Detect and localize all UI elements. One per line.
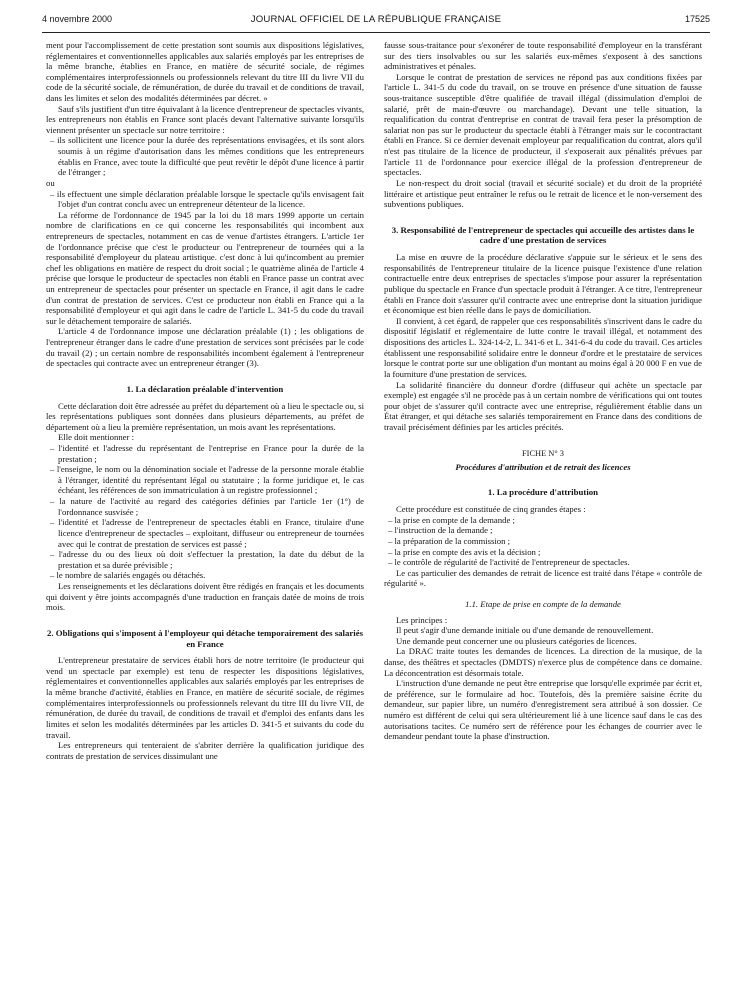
section-heading: 1. La procédure d'attribution xyxy=(487,487,599,498)
list-item: – le nombre de salariés engagés ou détachés. xyxy=(50,570,206,581)
list-item: – ils sollicitent une licence pour la durée des représentations envisagées, et ils sont alors soumis à un régime d'autorisation dans les mêmes conditions que les entrepreneurs établis en France, avec toute la difficulté que peut revêtir le dépôt d'une licence à partir de l'étranger ; xyxy=(50,135,364,178)
paragraph: Les principes : xyxy=(396,614,448,625)
paragraph: L'article 4 de l'ordonnance impose une déclaration préalable (1) ; les obligations de l'entrepreneur étranger dans le cadre d'une prestation de services sont précisées par le code du travail (2) ; un certain nombre de responsabilités incombent également à l'entrepreneur de spectacles qui contracte avec un entrepreneur étranger (3). xyxy=(46,326,364,369)
fiche-title: Procédures d'attribution et de retrait des licences xyxy=(455,461,631,472)
paragraph: L'instruction d'une demande ne peut être entreprise que lorsqu'elle exprimée par écrit et, de préférence, sur le formulaire ad hoc. Toutefois, dès la première saisine écrite du demandeur, sur papier libre, un numéro d'enregistrement sera attribué à son dossier. Ce numéro est différent de celui qui sera ultérieurement lié à une licence sauf dans le cas des autorisations tacites. Ce numéro sert de référence pour les échanges de courrier avec le demandeur pendant toute la phase d'instruction. xyxy=(384,678,702,742)
paragraph: ment pour l'accomplissement de cette prestation sont soumis aux dispositions législatives, réglementaires et conventionnelles applicables aux salariés employés par les entreprises de la même branche, établies en France, en matière de sécurité sociale, de régimes complémentaires interprofessionnels ou professionnels relevant du titre III du livre VII du code de la sécurité sociale, de rémunération, de durée du travail et de conditions de travail, dans les limites et selon des modalités déterminées par décret. » xyxy=(46,40,364,104)
paragraph: Sauf s'ils justifient d'un titre équivalant à la licence d'entrepreneur de spectacles vivants, les entrepreneurs non établis en France sont placés devant l'alternative suivante lorsqu'ils viennent présenter un spectacle sur notre territoire : xyxy=(46,103,364,135)
paragraph: La DRAC traite toutes les demandes de licences. La direction de la musique, de la danse, des théâtres et spectacles (DMDTS) n'exerce plus de compétence dans ce domaine. La déconcentration est désormais totale. xyxy=(384,646,702,678)
paragraph: La solidarité financière du donneur d'ordre (diffuseur qui achète un spectacle par exemple) est engagée s'il ne procède pas à un certain nombre de vérifications qui ont toutes pour objet de s'assurer qu'il contracte avec une entreprise, régulièrement établie dans un État étranger, et qui détache ses salariés temporairement en France dans des conditions de travail précisément définies par les articles précités. xyxy=(384,379,702,432)
list-item: – ils effectuent une simple déclaration préalable lorsque le spectacle qu'ils envisagent fait l'objet d'un contrat conclu avec un entrepreneur détenteur de la licence. xyxy=(50,188,364,210)
left-column xyxy=(46,40,364,975)
paragraph: Le non-respect du droit social (travail et sécurité sociale) et du droit de la propriété littéraire et artistique peut entraîner le refus ou le retrait de licence et le non-versement des subventions publiques. xyxy=(384,177,702,210)
section-heading: 2. Obligations qui s'imposent à l'employeur qui détache temporairement des salariés en France xyxy=(46,627,364,649)
paragraph: Cette déclaration doit être adressée au préfet du département où a lieu le spectacle ou, si les représentations publiques sont données dans plusieurs départements, au préfet de département où a lieu la première représentation, un mois avant les représentations. xyxy=(46,400,364,432)
list-item: – la prise en compte des avis et la décision ; xyxy=(388,546,541,557)
list-item: – l'adresse du ou des lieux où doit s'effectuer la prestation, la date du début de la prestation et sa durée prévisible ; xyxy=(50,549,364,570)
paragraph: La réforme de l'ordonnance de 1945 par la loi du 18 mars 1999 apporte un certain nombre de clarifications en ce qui concerne les responsabilités qui incombent aux entrepreneurs de spectacles, notamment en cas de venue d'artistes étrangers. L'article 1er de l'ordonnance précise que c'est le producteur ou l'entrepreneur de tournées qui a la responsabilité d'employeur du plateau artistique. c'est donc à lui qu'incombent au premier chef les obligations en matière de respect du droit social ; le quatrième alinéa de l'article 4 précise que lorsque le producteur de spectacles non établi en France passe un contrat avec un entrepreneur de spectacles pour présenter un spectacle en France, il agit dans le cadre d'un contrat de prestation de services. C'est ce producteur non établi en France qui a la responsabilité d'employeur et qui agit dans le cadre de l'article L. 341-5 du code du travail sur le détachement temporaire de salariés. xyxy=(46,209,364,326)
paragraph: Les renseignements et les déclarations doivent être rédigés en français et les documents qui doivent y être joints accompagnés d'une traduction en français datée de moins de trois mois. xyxy=(46,580,364,613)
header-page-number: 17525 xyxy=(684,14,710,24)
paragraph: Il peut s'agir d'une demande initiale ou d'une demande de renouvellement. xyxy=(396,625,654,636)
paragraph: Les entrepreneurs qui tenteraient de s'abriter derrière la qualification juridique des contrats de prestation de services dissimulant une xyxy=(46,740,364,761)
paragraph: Le cas particulier des demandes de retrait de licence est traité dans l'étape « contrôle de régularité ». xyxy=(384,567,702,589)
list-item: – l'identité et l'adresse du représentant de l'entreprise en France pour la durée de la prestation ; xyxy=(50,443,364,464)
section-heading: 3. Responsabilité de l'entrepreneur de spectacles qui accueille des artistes dans le cadre d'une prestation de services xyxy=(391,224,695,246)
list-item: – la nature de l'activité au regard des catégories définies par l'article 1er (1°) de l'ordonnance susvisée ; xyxy=(50,496,364,517)
paragraph: Cette procédure est constituée de cinq grandes étapes : xyxy=(396,504,586,515)
paragraph: ou xyxy=(46,177,55,188)
list-item: – le contrôle de régularité de l'activité de l'entrepreneur de spectacles. xyxy=(388,557,630,568)
paragraph: L'entrepreneur prestataire de services établi hors de notre territoire (le producteur qui vend un spectacle par exemple) est tenu de respecter les dispositions législatives, réglementaires et conventionnelles applicables aux salariés employés par les entreprises de la même branche d'activité, établies en France, en matière de sécurité sociale, de régimes complémentaires interprofessionnels ou professionnels relevant du titre III du livre VII, de rémunération, de durée du travail, de conditions de travail et d'emploi des enfants dans les limites et selon les modalités déterminées par les articles D. 341-5 et suivants du code du travail. xyxy=(46,655,364,740)
paragraph: Lorsque le contrat de prestation de services ne répond pas aux conditions fixées par l'article L. 341-5 du code du travail, on se trouve en présence d'une situation de fausse sous-traitance susceptible d'être qualifiée de travail illégal (dissimulation d'emploi de salarié, prêt de main-d'œuvre ou marchandage). Devant une telle situation, la requalification du contrat d'entreprise en contrat de travail fera peser la présomption de salariat non pas sur le producteur du spectacle établi à l'étranger mais sur le cocontractant établi en France. Si ce dernier devenait employeur par requalification du contrat, alors qu'il n'est pas titulaire de la licence de producteur, il s'exposerait aux pénalités prévues par l'article 11 de l'ordonnance pour exercice illégal de la profession d'entrepreneur de spectacles. xyxy=(384,71,702,178)
list-item: – l'instruction de la demande ; xyxy=(388,525,493,536)
list-item: – la prise en compte de la demande ; xyxy=(388,514,515,525)
paragraph: fausse sous-traitance pour s'exonérer de toute responsabilité d'employeur en la transférant sur des tiers insolvables ou sur les salariés eux-mêmes s'exposent à des sanctions administratives et pénales. xyxy=(384,40,702,72)
header-rule xyxy=(42,32,710,33)
list-item: – l'identité et l'adresse de l'entrepreneur de spectacles établi en France, titulaire d'une licence d'entrepreneur de spectacles – exploitant, diffuseur ou entrepreneur de tournées avec qui le contrat de prestation de services est passé ; xyxy=(50,517,364,549)
list-item: – la préparation de la commission ; xyxy=(388,535,511,546)
paragraph: Il convient, à cet égard, de rappeler que ces responsabilités s'inscrivent dans le cadre du dispositif législatif et réglementaire de lutte contre le travail illégal, et notamment des dispositions des articles L. 324-14-2, L. 341-6 et L. 341-6-4 du code du travail. Ces articles établissent une responsabilité solidaire entre le donneur d'ordre et le prestataire de services lorsque le contrat porte sur une obligation d'un montant au moins égal à 20 000 F en vue de la fourniture d'une prestation de services. xyxy=(384,315,702,379)
subsection-heading: 1.1. Etape de prise en compte de la demande xyxy=(465,599,621,609)
right-column xyxy=(384,40,702,975)
paragraph: Elle doit mentionner : xyxy=(58,432,134,443)
paragraph: La mise en œuvre de la procédure déclarative s'appuie sur le sérieux et le sens des responsabilités de l'entrepreneur titulaire de la licence puisque l'existence d'une relation contractuelle entre deux entreprises de spectacles s'impose pour assurer la représentation publique du spectacle en France d'un spectacle produit à l'étranger. A ce titre, l'entrepreneur établi en France doit s'assurer qu'il contracte avec une entreprise dont la situation juridique et économique est bien réelle dans le pays de domiciliation. xyxy=(384,252,702,316)
page-header xyxy=(42,14,710,30)
header-title: JOURNAL OFFICIEL DE LA RÉPUBLIQUE FRANÇAISE xyxy=(250,14,502,25)
paragraph: Une demande peut concerner une ou plusieurs catégories de licences. xyxy=(396,635,637,646)
header-date: 4 novembre 2000 xyxy=(42,14,113,24)
section-heading: 1. La déclaration préalable d'intervention xyxy=(126,383,284,394)
list-item: – l'enseigne, le nom ou la dénomination sociale et l'adresse de la personne morale établie à l'étranger, identité du représentant légal ou statutaire ; la forme juridique et, le cas échéant, les références de son immatriculation à un registre professionnel ; xyxy=(50,464,364,496)
fiche-label: FICHE N° 3 xyxy=(522,448,564,458)
